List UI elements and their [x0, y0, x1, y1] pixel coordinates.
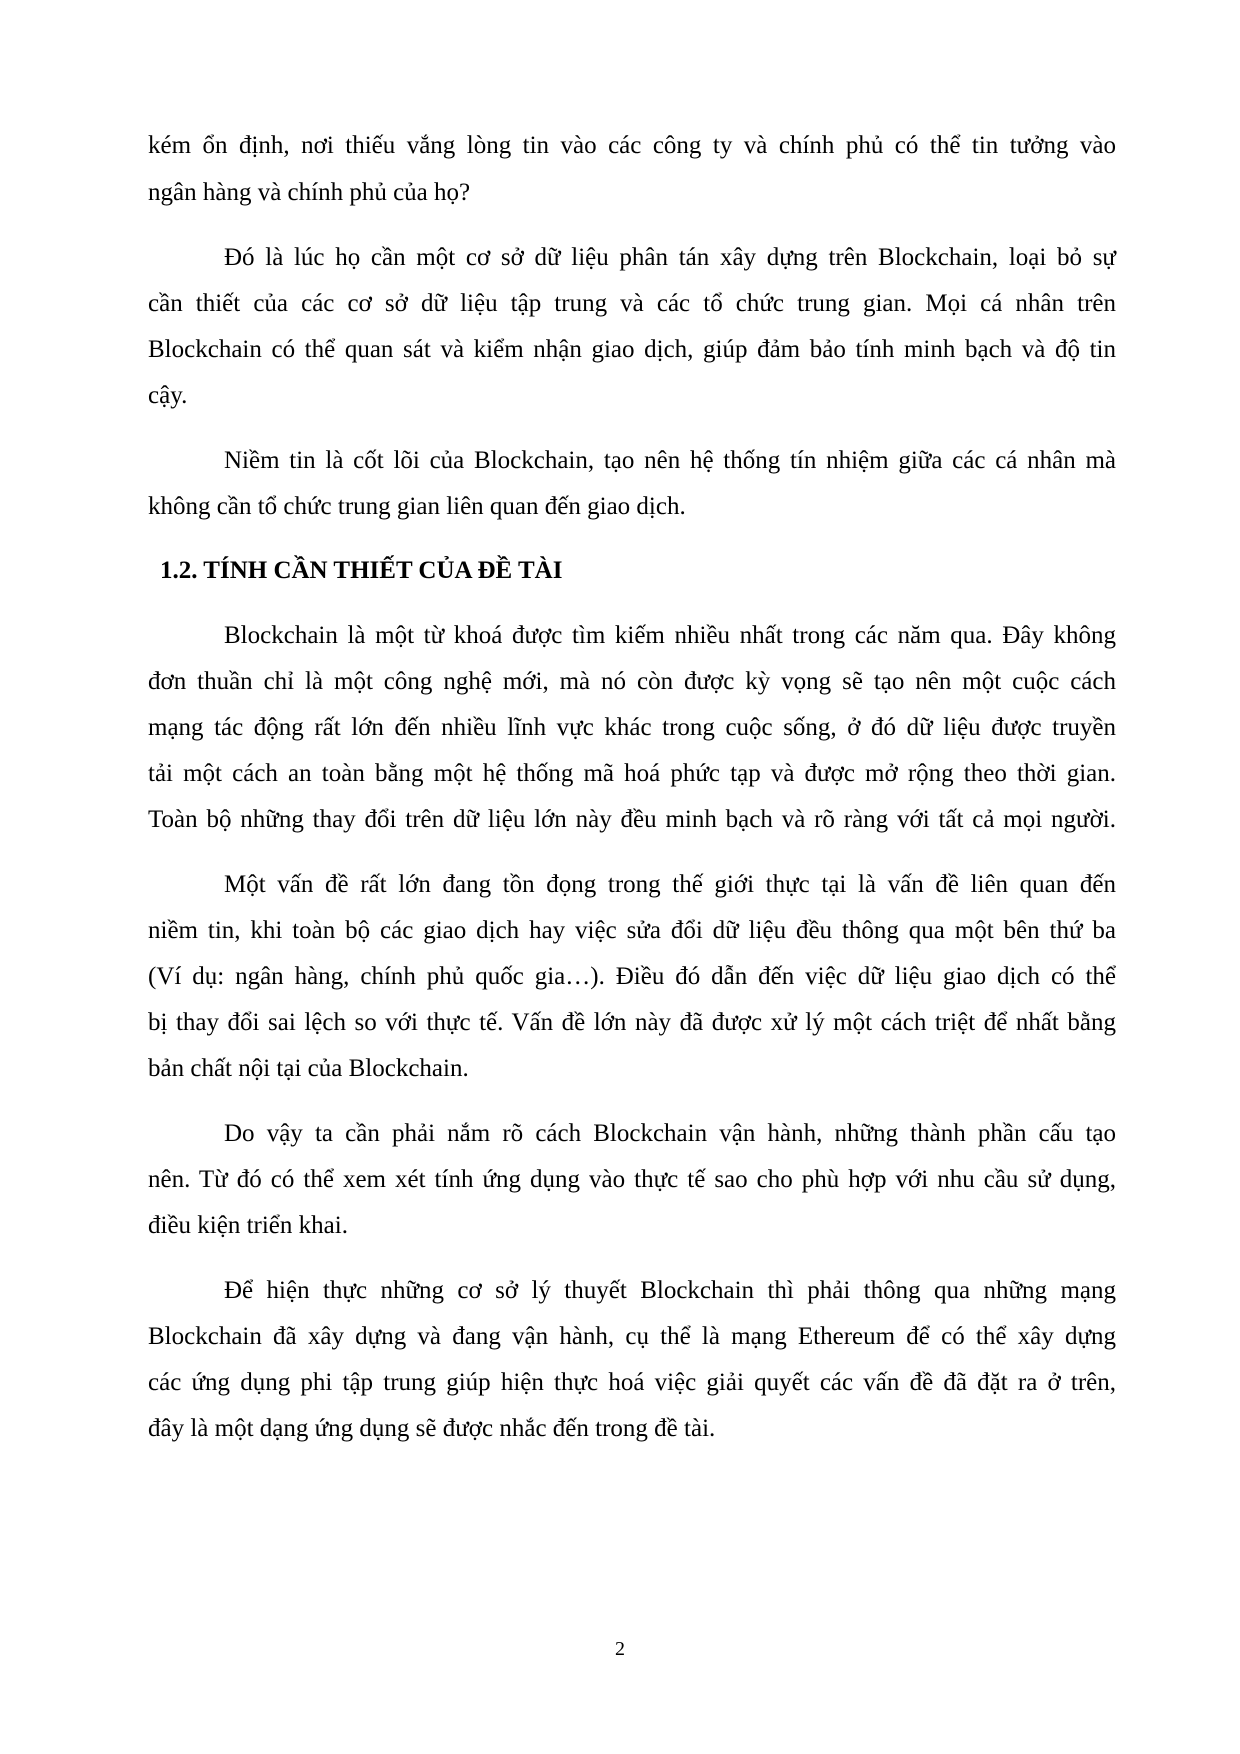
paragraph-line: bản chất nội tại của Blockchain.: [148, 1055, 469, 1082]
paragraph-line: Blockchain đã xây dựng và đang vận hành, cụ thể là mạng Ethereum để có thể xây dựng: [148, 1323, 1116, 1350]
paragraph-line: Blockchain có thể quan sát và kiểm nhận giao dịch, giúp đảm bảo tính minh bạch và độ tin: [148, 336, 1116, 363]
paragraph-line: Để hiện thực những cơ sở lý thuyết Blockchain thì phải thông qua những mạng: [224, 1277, 1116, 1304]
paragraph-line: nên. Từ đó có thể xem xét tính ứng dụng vào thực tế sao cho phù hợp với nhu cầu sử dụng,: [148, 1166, 1116, 1193]
paragraph-line: (Ví dụ: ngân hàng, chính phủ quốc gia…). Điều đó dẫn đến việc dữ liệu giao dịch có thể: [148, 963, 1116, 990]
paragraph-line: niềm tin, khi toàn bộ các giao dịch hay việc sửa đổi dữ liệu đều thông qua một bên thứ ba: [148, 917, 1116, 944]
paragraph-line: mạng tác động rất lớn đến nhiều lĩnh vực khác trong cuộc sống, ở đó dữ liệu được truyền: [148, 714, 1116, 741]
paragraph-line: các ứng dụng phi tập trung giúp hiện thực hoá việc giải quyết các vấn đề đã đặt ra ở trên,: [148, 1369, 1116, 1396]
paragraph-line: ngân hàng và chính phủ của họ?: [148, 179, 471, 206]
section-heading: 1.2. TÍNH CẦN THIẾT CỦA ĐỀ TÀI: [160, 557, 563, 584]
paragraph-line: Đó là lúc họ cần một cơ sở dữ liệu phân tán xây dựng trên Blockchain, loại bỏ sự: [224, 244, 1116, 271]
paragraph-line: cần thiết của các cơ sở dữ liệu tập trung và các tổ chức trung gian. Mọi cá nhân trên: [148, 290, 1116, 317]
paragraph-line: tải một cách an toàn bằng một hệ thống mã hoá phức tạp và được mở rộng theo thời gian.: [148, 760, 1116, 787]
paragraph-line: Niềm tin là cốt lõi của Blockchain, tạo nên hệ thống tín nhiệm giữa các cá nhân mà: [224, 447, 1116, 474]
page-number: 2: [615, 1638, 625, 1660]
paragraph-line: bị thay đổi sai lệch so với thực tế. Vấn đề lớn này đã được xử lý một cách triệt để nhất bằng: [148, 1009, 1116, 1036]
paragraph-line: kém ổn định, nơi thiếu vắng lòng tin vào các công ty và chính phủ có thể tin tưởng vào: [148, 132, 1116, 159]
paragraph-line: cậy.: [148, 382, 188, 409]
paragraph-line: Toàn bộ những thay đổi trên dữ liệu lớn này đều minh bạch và rõ ràng với tất cả mọi người.: [148, 806, 1116, 833]
paragraph-line: đây là một dạng ứng dụng sẽ được nhắc đến trong đề tài.: [148, 1415, 716, 1442]
paragraph-line: Do vậy ta cần phải nắm rõ cách Blockchain vận hành, những thành phần cấu tạo: [224, 1120, 1116, 1147]
paragraph-line: điều kiện triển khai.: [148, 1212, 348, 1239]
paragraph-line: đơn thuần chỉ là một công nghệ mới, mà nó còn được kỳ vọng sẽ tạo nên một cuộc cách: [148, 668, 1116, 695]
paragraph-line: Blockchain là một từ khoá được tìm kiếm nhiều nhất trong các năm qua. Đây không: [224, 622, 1116, 649]
paragraph-line: Một vấn đề rất lớn đang tồn đọng trong thế giới thực tại là vấn đề liên quan đến: [224, 871, 1116, 898]
paragraph-line: không cần tổ chức trung gian liên quan đến giao dịch.: [148, 493, 686, 520]
